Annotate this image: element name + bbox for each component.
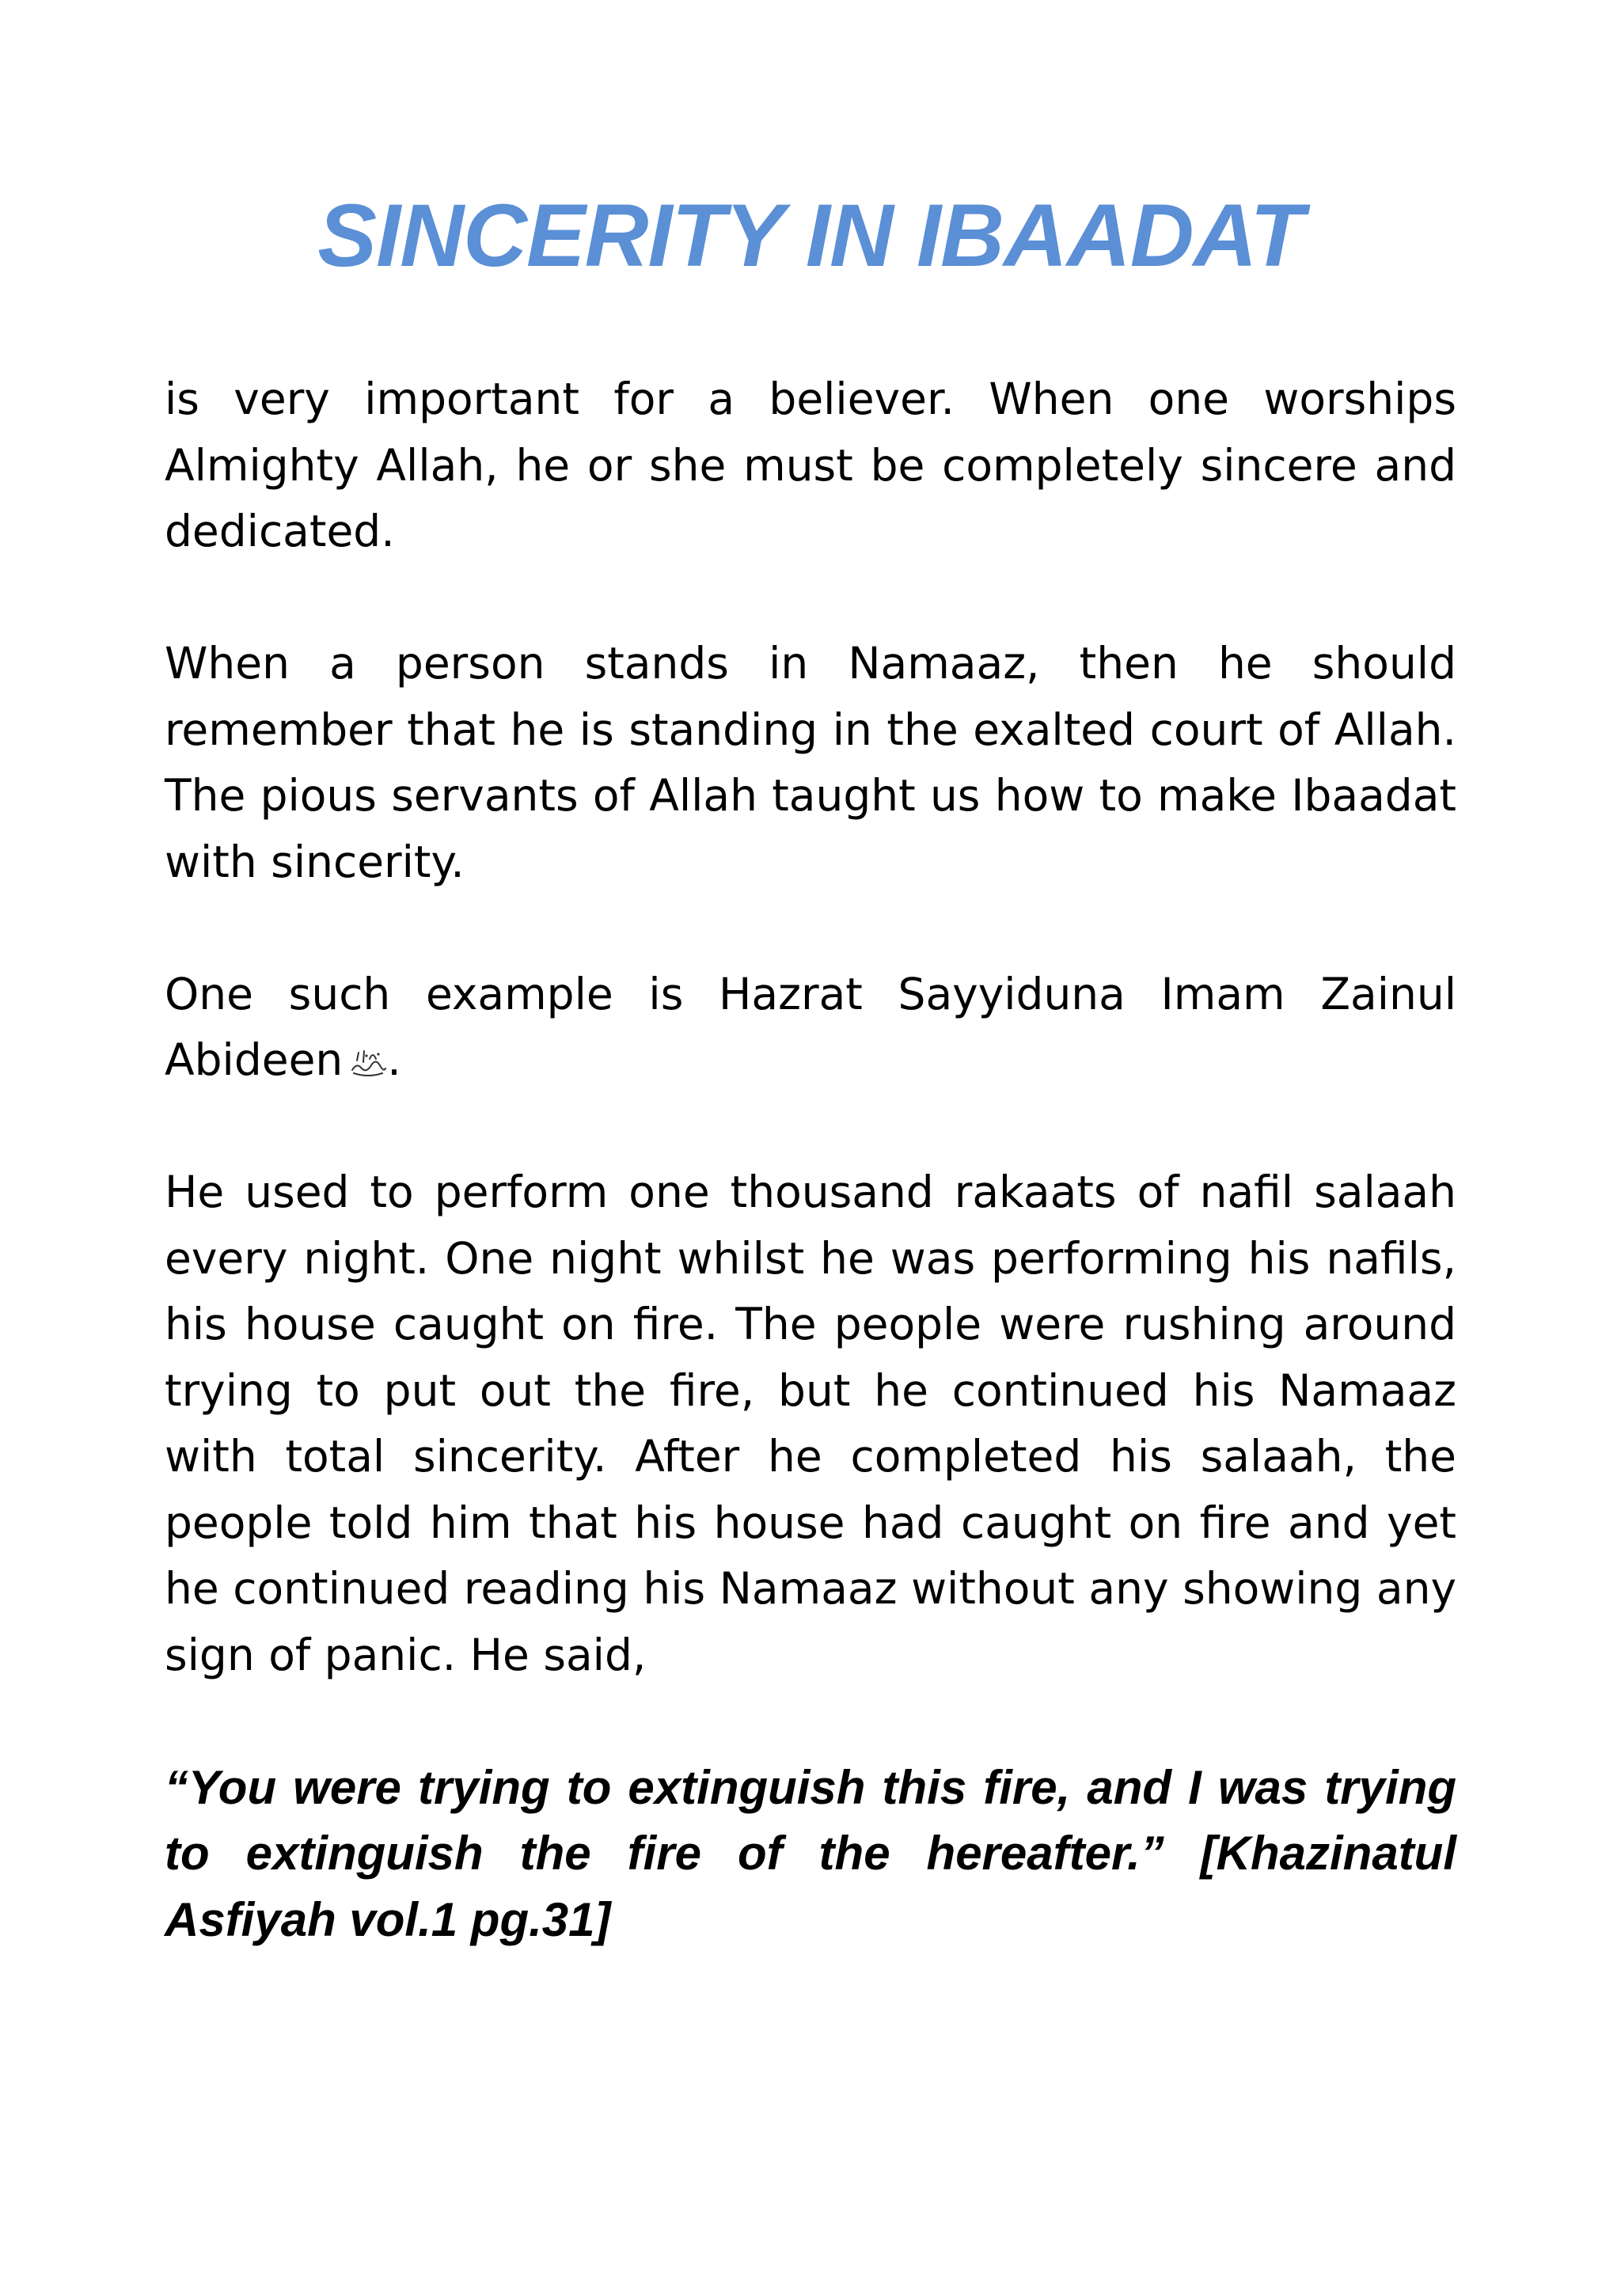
paragraph-namaaz: When a person stands in Namaaz, then he should remember that he is standing in the exalted court of Allah. The pious servants of Allah taught us how to make Ibaadat with sincerity. bbox=[165, 638, 1456, 887]
quote-block: “You were trying to extinguish this fire, and I was trying to extinguish the fire of the hereafter.” [Khazinatul Asfiyah vol.1 pg.31] bbox=[165, 1760, 1456, 1946]
paragraph-example bbox=[165, 962, 1456, 1094]
document-body bbox=[165, 366, 1456, 1953]
page-title: SINCERITY IN IBAADAT bbox=[317, 186, 1304, 285]
example-period: . bbox=[387, 1034, 401, 1085]
radiallahu-anhu-calligraphy-icon bbox=[349, 1046, 387, 1078]
paragraph-intro: is very important for a believer. When one worships Almighty Allah, he or she must be completely sincere and dedicated. bbox=[165, 374, 1456, 556]
example-text: One such example is Hazrat Sayyiduna Imam Zainul Abideen bbox=[165, 968, 1456, 1085]
paragraph-story: He used to perform one thousand rakaats of nafil salaah every night. One night whilst he was performing his nafils, his house caught on fire. The people were rushing around trying to put out the fire, but he continued his Namaaz with total sincerity. After he completed his salaah, the people told him that his house had caught on fire and yet he continued reading his Namaaz without any showing any sign of panic. He said, bbox=[165, 1167, 1456, 1680]
